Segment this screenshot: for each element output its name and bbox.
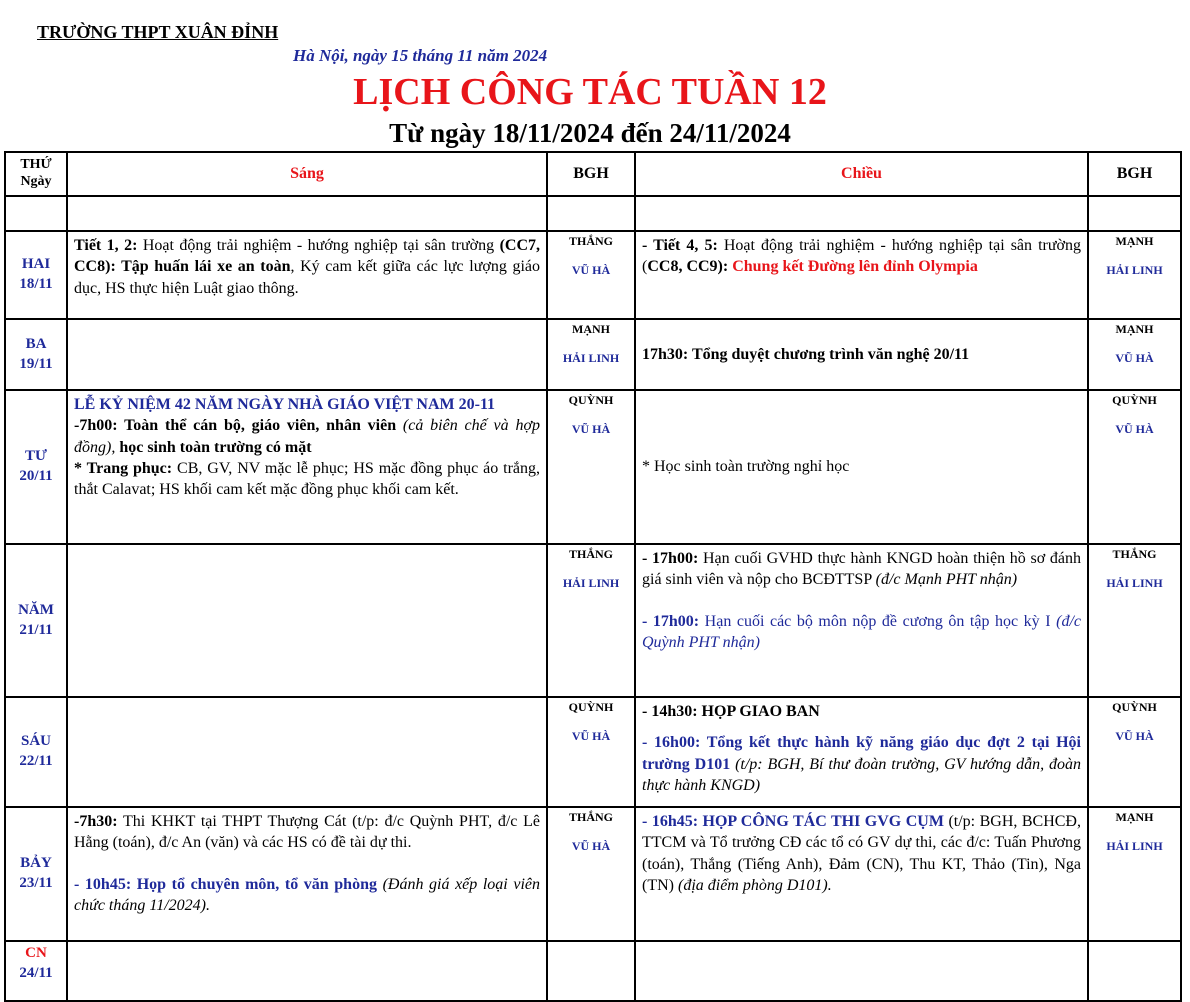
day-name: NĂM — [18, 601, 54, 618]
day-date: 22/11 — [19, 753, 53, 769]
table-row — [5, 941, 1181, 1001]
bgh-name: MẠNH — [1115, 810, 1154, 824]
text-segment: - 17h00: — [642, 550, 699, 567]
day-cell — [5, 231, 67, 319]
afternoon-cell — [635, 231, 1088, 319]
text-segment: (đ/c Mạnh PHT nhận) — [875, 571, 1018, 589]
table-header-row — [5, 152, 1181, 196]
bgh-cell — [547, 319, 635, 390]
text-segment: - Tiết 4, 5: — [642, 237, 718, 254]
text-segment: Chung kết Đường lên đỉnh Olympia — [728, 258, 978, 276]
day-name: SÁU — [20, 733, 51, 750]
text-segment: CC8, CC9): — [647, 258, 729, 276]
day-name: BA — [25, 335, 47, 352]
bgh-name: THẮNG — [1112, 547, 1157, 561]
day-cell — [5, 544, 67, 697]
bgh-name: QUỲNH — [568, 700, 614, 714]
day-cell — [5, 697, 67, 807]
date-range: Từ ngày 18/11/2024 đến 24/11/2024 — [389, 118, 791, 148]
morning-cell — [67, 697, 547, 807]
afternoon-cell — [635, 941, 1088, 1001]
table-row — [5, 544, 1181, 697]
table-row — [5, 390, 1181, 544]
bgh-cell — [1088, 807, 1181, 941]
bgh-name: MẠNH — [1115, 322, 1154, 336]
bgh-name: HẢI LINH — [1106, 839, 1163, 853]
bgh-cell — [547, 807, 635, 941]
bgh-name: QUỲNH — [1112, 393, 1157, 407]
bgh-cell — [1088, 319, 1181, 390]
schedule-table — [4, 151, 1182, 1002]
bgh-name: THẮNG — [568, 547, 613, 561]
table-row — [5, 807, 1181, 941]
page-title: LỊCH CÔNG TÁC TUẦN 12 — [353, 71, 827, 113]
text-segment: - 14h30: HỌP GIAO BAN — [642, 703, 820, 720]
morning-column-header: Sáng — [67, 152, 547, 196]
day-date: 24/11 — [19, 964, 53, 981]
bgh-name: QUỲNH — [568, 393, 614, 407]
text-segment: * Trang phục: — [74, 459, 173, 477]
bgh-cell — [547, 941, 635, 1001]
bgh-name: VŨ HÀ — [1115, 729, 1154, 743]
table-row — [5, 319, 1181, 390]
text-segment: CB, GV, NV mặc lễ phục; HS mặc đồng phục áo trắng, thắt Calavat; HS khối cam kết mặc đồng phục khối cam kết. — [74, 459, 540, 499]
bgh-cell — [1088, 941, 1181, 1001]
day-name: HAI — [21, 256, 51, 273]
day-cell — [5, 807, 67, 941]
bgh-name: VŨ HÀ — [1115, 351, 1154, 365]
text-segment: Hoạt động trải nghiệm - hướng nghiệp tại sân trường — [137, 237, 500, 254]
spacer-cell — [547, 196, 635, 231]
text-segment: - 16h00: Tổng kết thực hành kỹ năng giáo dục đợt 2 tại Hội trường D101 — [642, 734, 1081, 773]
morning-cell — [67, 941, 547, 1001]
bgh-name: VŨ HÀ — [1115, 422, 1154, 436]
day-date: 18/11 — [19, 276, 53, 292]
text-segment: - 10h45: Họp tổ chuyên môn, tổ văn phòng — [74, 875, 377, 893]
bgh-cell — [1088, 390, 1181, 544]
bgh-cell — [1088, 697, 1181, 807]
bgh-cell — [547, 544, 635, 697]
text-segment: 17h30: Tổng duyệt chương trình văn nghệ 20/11 — [642, 345, 970, 363]
bgh-name: VŨ HÀ — [571, 729, 611, 743]
bgh-am-column-header: BGH — [547, 152, 635, 196]
text-segment: - 16h45: HỌP CÔNG TÁC THI GVG CỤM — [642, 813, 944, 830]
morning-cell — [67, 390, 547, 544]
text-segment: Thi KHKT tại THPT Thượng Cát (t/p: đ/c Quỳnh PHT, đ/c Lê Hằng (toán), đ/c An (văn) và các HS có đề tài dự thi. — [74, 813, 540, 852]
bgh-cell — [1088, 231, 1181, 319]
day-date: 19/11 — [19, 355, 53, 372]
text-segment: Hạn cuối GVHD thực hành KNGD hoàn thiện hồ sơ đánh giá sinh viên và nộp cho BCĐTTSP — [642, 550, 1082, 589]
table-row — [5, 697, 1181, 807]
bgh-name: QUỲNH — [1112, 700, 1157, 714]
bgh-pm-column-header: BGH — [1088, 152, 1181, 196]
text-segment: (CC7, CC8): Tập huấn lái xe an toàn — [74, 237, 540, 276]
bgh-name: VŨ HÀ — [571, 263, 611, 277]
morning-cell — [67, 231, 547, 319]
text-segment: - 17h00: — [642, 612, 700, 630]
text-segment: (cả biên chế và hợp đồng), — [74, 417, 541, 456]
text-segment: -7h30: — [74, 813, 118, 830]
text-segment: (t/p: BGH, Bí thư đoàn trường, GV hướng dẫn, đoàn thực hành KNGD) — [642, 755, 1082, 794]
text-segment: (đ/c Quỳnh PHT nhận) — [642, 612, 1081, 651]
spacer-cell — [635, 196, 1088, 231]
text-segment: , Ký cam kết giữa các lực lượng giáo dục, HS thực hiện Luật giao thông. — [74, 258, 540, 297]
bgh-name: VŨ HÀ — [571, 422, 611, 436]
day-name: TƯ — [25, 448, 47, 465]
bgh-name: THẮNG — [568, 234, 613, 248]
school-name: TRƯỜNG THPT XUÂN ĐỈNH — [37, 22, 279, 42]
text-segment: -7h00: Toàn thể cán bộ, giáo viên, nhân viên — [74, 417, 397, 435]
ceremony-heading: LỄ KỶ NIỆM 42 NĂM NGÀY NHÀ GIÁO VIỆT NAM 20-11 — [74, 396, 496, 413]
bgh-name: MẠNH — [1115, 234, 1154, 248]
bgh-cell — [547, 390, 635, 544]
text-segment: Hoạt động trải nghiệm - hướng nghiệp tại sân trường ( — [642, 237, 1081, 276]
table-row — [5, 231, 1181, 319]
bgh-name: HẢI LINH — [562, 351, 620, 365]
afternoon-cell — [635, 390, 1088, 544]
text-segment: (t/p: BGH, BCHCĐ, TTCM và Tổ trưởng CĐ các tổ có GV dự thi, các đ/c: Tuấn Phương (toán), Thắng (Tiếng Anh), Đảm (CN), Thu KT, Thảo (Tin), Nga (TN) — [642, 813, 1081, 894]
bgh-name: HẢI LINH — [1106, 263, 1163, 277]
dateline: Hà Nội, ngày 15 tháng 11 năm 2024 — [293, 46, 548, 65]
afternoon-column-header: Chiều — [635, 152, 1088, 196]
day-date: 20/11 — [19, 468, 53, 484]
spacer-cell — [67, 196, 547, 231]
spacer-row — [5, 196, 1181, 231]
morning-cell — [67, 807, 547, 941]
bgh-name: HẢI LINH — [562, 576, 620, 590]
afternoon-cell — [635, 319, 1088, 390]
bgh-name: HẢI LINH — [1106, 576, 1163, 590]
day-date: 21/11 — [19, 621, 53, 638]
bgh-cell — [547, 697, 635, 807]
day-name: BẢY — [20, 855, 52, 872]
bgh-cell — [547, 231, 635, 319]
day-cell — [5, 390, 67, 544]
day-name: CN — [25, 945, 47, 961]
day-date: 23/11 — [19, 875, 53, 891]
text-segment: học sinh toàn trường có mặt — [115, 438, 312, 456]
afternoon-cell — [635, 807, 1088, 941]
day-cell — [5, 941, 67, 1001]
bgh-cell — [1088, 544, 1181, 697]
afternoon-cell — [635, 697, 1088, 807]
text-segment: Hạn cuối các bộ môn nộp đề cương ôn tập học kỳ I — [699, 612, 1057, 630]
morning-cell — [67, 319, 547, 390]
text-segment: * Học sinh toàn trường nghỉ học — [642, 458, 850, 476]
text-segment: (địa điểm phòng D101). — [677, 876, 832, 894]
bgh-name: MẠNH — [572, 322, 610, 336]
bgh-name: THẮNG — [568, 810, 613, 824]
text-segment: Tiết 1, 2: — [74, 237, 138, 254]
day-column-header — [5, 152, 67, 196]
spacer-cell — [5, 196, 67, 231]
spacer-cell — [1088, 196, 1181, 231]
text-segment: (Đánh giá xếp loại viên chức tháng 11/2024). — [74, 875, 540, 914]
ngay-label: Ngày — [20, 174, 52, 189]
day-cell — [5, 319, 67, 390]
bgh-name: VŨ HÀ — [571, 839, 611, 853]
morning-cell — [67, 544, 547, 697]
afternoon-cell — [635, 544, 1088, 697]
thu-label: THỨ — [20, 157, 52, 173]
